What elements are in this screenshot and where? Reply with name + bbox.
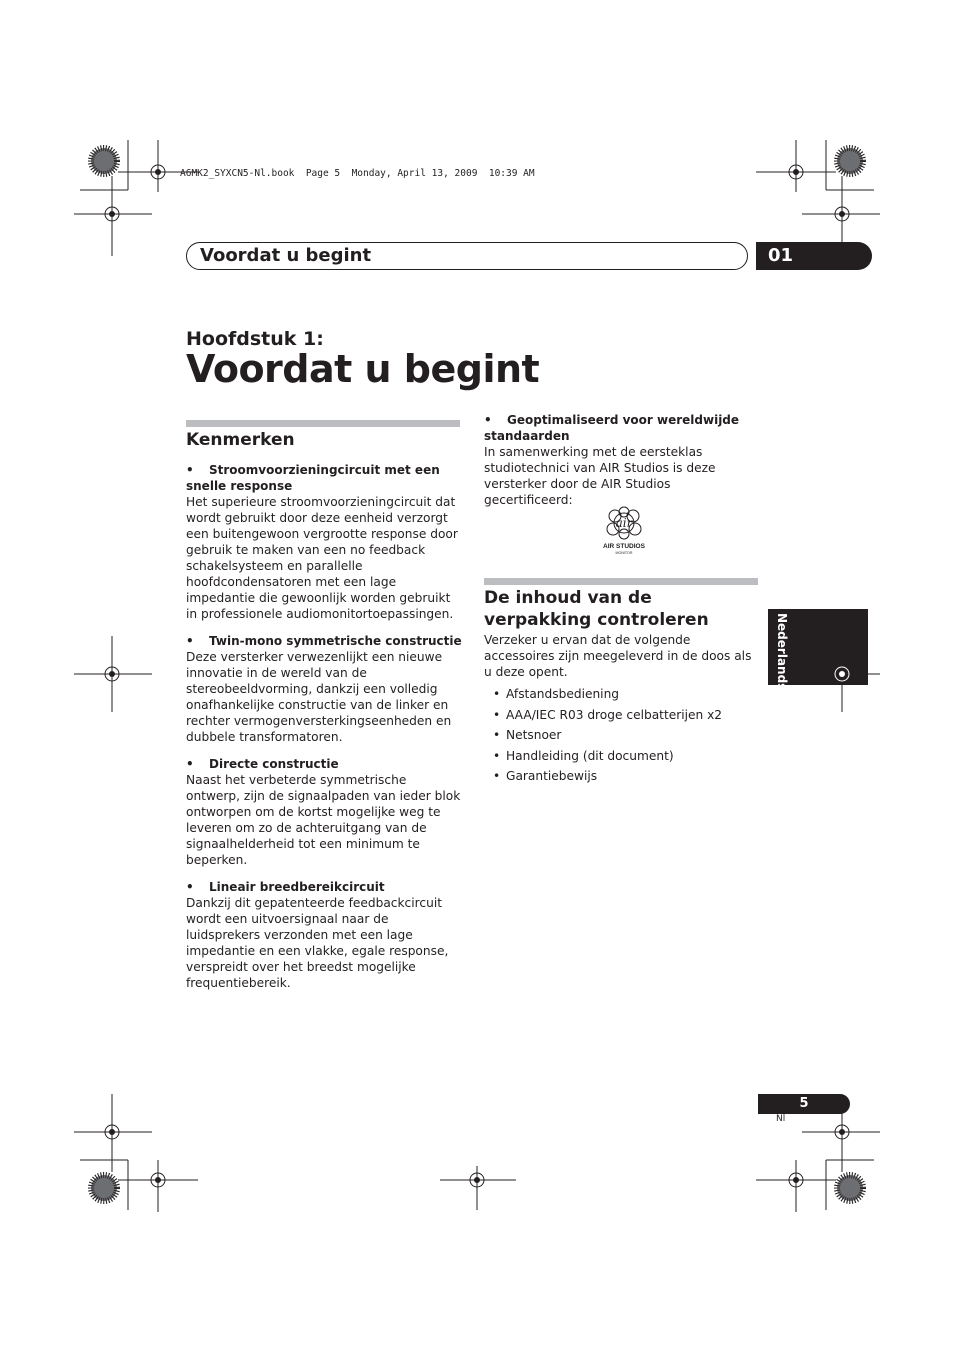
features-heading: Kenmerken [186, 430, 295, 450]
contents-heading: De inhoud van de verpakking controleren [484, 588, 709, 630]
feature-text: Dankzij dit gepatenteerde feedbackcircuit wordt een uitvoersignaal naar de luidsprekers verzonden met een lage impedantie en een vlakke, egale response, verspreidt over het breedst mogelijke frequentiebereik. [186, 896, 449, 990]
feature-text: Naast het verbeterde symmetrische ontwerp, zijn de signaalpaden van ieder blok ontworpen om de kortst mogelijke weg te leveren om zo de achteruitgang van de signaalhelderheid tot een minimum te beperken. [186, 773, 461, 867]
feature-text: In samenwerking met de eersteklas studiotechnici van AIR Studios is deze versterker door de AIR Studios gecertificeerd: [484, 445, 716, 507]
standards-block [484, 401, 758, 508]
air-studios-logo [596, 504, 652, 558]
header-title: Voordat u begint [200, 245, 372, 266]
chapter-title: Voordat u begint [186, 347, 540, 391]
feature-title: • Directe constructie [186, 757, 339, 771]
page-number: 5 [758, 1094, 850, 1114]
tab-registration-mark [830, 662, 854, 686]
chapter-number-badge: 01 [756, 242, 872, 270]
list-item: • Afstandsbediening [484, 686, 758, 702]
book-info-line: A6MK2_SYXCN5-Nl.book Page 5 Monday, April 13, 2009 10:39 AM [180, 168, 535, 179]
list-item: • AAA/IEC R03 droge celbatterijen x2 [484, 707, 758, 723]
section-rule [484, 578, 758, 585]
feature-text: Het superieure stroomvoorzieningcircuit dat wordt gebruikt door deze eenheid verzorgt een buitengewoon vergrootte response door gebruik te maken van een no feedback schakelsysteem en parallelle hoofdcondensatoren met een lage impedantie die gewoonlijk worden gebruikt in professionele audiomonitortoepassingen. [186, 495, 458, 621]
list-item: • Garantiebewijs [484, 768, 758, 784]
feature-text: Deze versterker verwezenlijkt een nieuwe innovatie in de wereld van de stereobeeldvorming, dankzij een volledig onafhankelijke constructie van de linker en rechter vermogenversterkingseenheden en dubbele transformatoren. [186, 650, 452, 744]
feature-title: • Geoptimaliseerd voor wereldwijde standaarden [484, 413, 740, 443]
contents-intro: Verzeker u ervan dat de volgende accessoires zijn meegeleverd in de doos als u deze opent. [484, 633, 752, 679]
page-language-code: Nl [776, 1114, 786, 1124]
feature-title: • Lineair breedbereikcircuit [186, 880, 385, 894]
air-monitor-text: MONITOR [615, 551, 633, 555]
accessory-list [484, 686, 758, 784]
section-rule [186, 420, 460, 427]
feature-title: • Stroomvoorzieningcircuit met een snelle response [186, 463, 440, 493]
contents-column [484, 632, 758, 789]
features-column [186, 451, 462, 991]
air-studios-text: AIR STUDIOS [603, 543, 645, 550]
air-mark: air [615, 516, 633, 530]
list-item: • Netsnoer [484, 727, 758, 743]
list-item: • Handleiding (dit document) [484, 748, 758, 764]
language-tab-label: Nederlands [775, 613, 789, 691]
chapter-label: Hoofdstuk 1: [186, 328, 324, 350]
feature-title: • Twin-mono symmetrische constructie [186, 634, 462, 648]
